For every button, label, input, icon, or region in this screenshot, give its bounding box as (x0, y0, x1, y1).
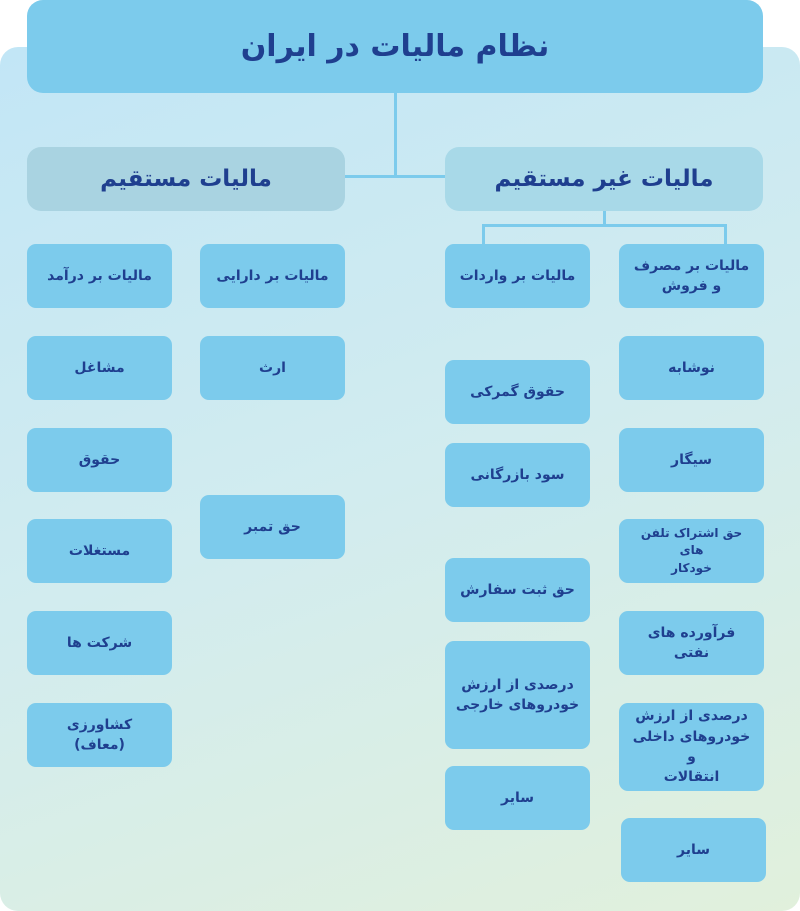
connector-imports-drop (482, 224, 485, 244)
category-direct-tax: مالیات مستقیم (27, 147, 345, 211)
income-tax-header: مالیات بر درآمد (27, 244, 172, 308)
import-tax-item: درصدی از ارزش خودروهای خارجی (445, 641, 590, 749)
diagram-title: نظام مالیات در ایران (240, 29, 550, 64)
import-tax-item: حق ثبت سفارش (445, 558, 590, 622)
import-tax-item: حقوق گمرکی (445, 360, 590, 424)
consumption-tax-item: حق اشتراک تلفن های خودکار (619, 519, 764, 583)
asset-tax-header: مالیات بر دارایی (200, 244, 345, 308)
asset-tax-item: حق تمبر (200, 495, 345, 559)
income-tax-item: مشاغل (27, 336, 172, 400)
import-tax-item: سایر (445, 766, 590, 830)
consumption-tax-header: مالیات بر مصرف و فروش (619, 244, 764, 308)
category-indirect-tax: مالیات غیر مستقیم (445, 147, 763, 211)
connector-title-stem (394, 93, 397, 177)
import-tax-item: سود بازرگانی (445, 443, 590, 507)
connector-indirect-branch (482, 224, 727, 227)
income-tax-item: مستغلات (27, 519, 172, 583)
consumption-tax-item: سیگار (619, 428, 764, 492)
consumption-tax-item: سایر (621, 818, 766, 882)
consumption-tax-item: درصدی از ارزش خودروهای داخلی و انتقالات (619, 703, 764, 791)
import-tax-header: مالیات بر واردات (445, 244, 590, 308)
income-tax-item: کشاورزی (معاف) (27, 703, 172, 767)
income-tax-item: حقوق (27, 428, 172, 492)
diagram-title-box (27, 0, 763, 93)
consumption-tax-item: فرآورده های نفتی (619, 611, 764, 675)
consumption-tax-item: نوشابه (619, 336, 764, 400)
income-tax-item: شرکت ها (27, 611, 172, 675)
asset-tax-item: ارث (200, 336, 345, 400)
connector-consumption-drop (724, 224, 727, 244)
connector-categories (345, 175, 445, 178)
